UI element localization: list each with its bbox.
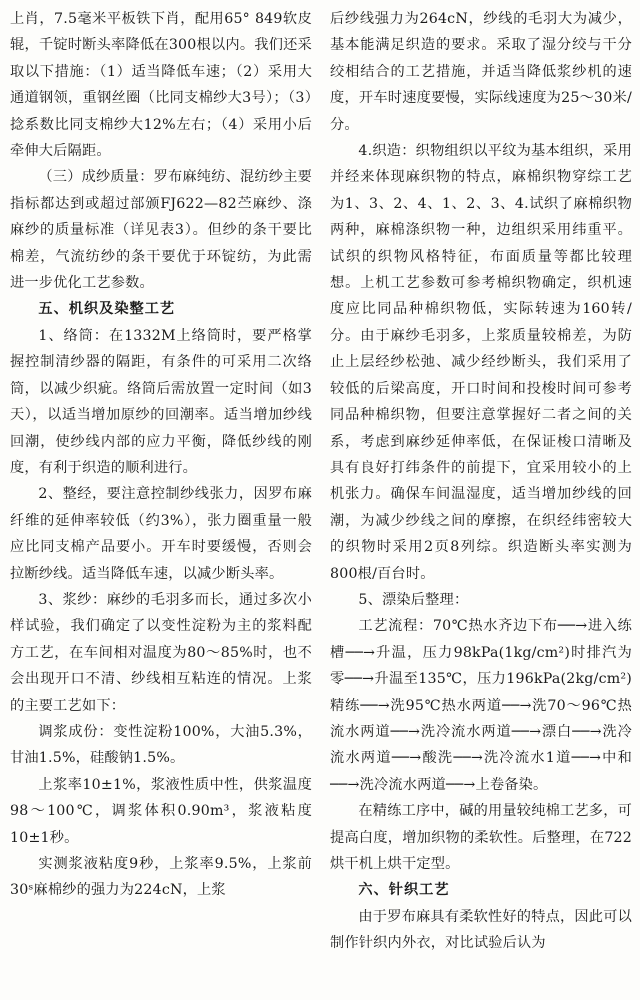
section-heading-knitting: 六、针织工艺 <box>358 882 450 899</box>
paragraph-size-composition: 调浆成份：变性淀粉100%，大油5.3%，甘油1.5%，硅酸钠1.5%。 <box>10 723 312 767</box>
paragraph-warping: 2、整经，要注意控制纱线张力，因罗布麻纤维的延伸率较低（约3%），张力圈重量一般应比同支棉产品要小。开车时要缓慢，否则会拉断纱线。适当降低车速，以减少断头率。 <box>10 486 312 582</box>
right-column <box>330 6 632 1000</box>
paragraph-sizing: 3、浆纱：麻纱的毛羽多而长，通过多次小样试验，我们确定了以变性淀粉为主的浆料配方工艺，在车间相对温度为80～85%时，也不会出现开口不清、纱线相互粘连的情况。上浆的主要工艺如下： <box>10 591 312 714</box>
paragraph-knitting: 由于罗布麻具有柔软性好的特点，因此可以制作针织内外衣，对比试验后认为 <box>330 908 632 952</box>
section-heading-weaving-dyeing: 五、机织及染整工艺 <box>38 301 176 318</box>
paragraph-finishing-title: 5、漂染后整理： <box>358 591 469 608</box>
paragraph-yarn-quality: （三）成纱质量：罗布麻纯纺、混纺纱主要指标都达到或超过部颁FJ622—82苎麻纱、涤麻纱的质量标准（详见表3）。但纱的条干要比棉差，气流纺纱的条干要优于环锭纺，为此需进一步优化工艺参数。 <box>10 169 312 292</box>
paragraph-spinning-measures: 上肖，7.5毫米平板铁下肖，配用65° 849软皮辊，千锭时断头率降低在300根以内。我们还采取以下措施：（1）适当降低车速；（2）采用大通道钢领，重钢丝圈（比同支棉纱大3号）；（3）捻系数比同支棉纱大12%左右；（4）采用小后牵伸大后隔距。 <box>10 11 312 160</box>
paragraph-winding: 1、络筒：在1332M上络筒时，要严格掌握控制清纱器的隔距，有条件的可采用二次络筒，以减少织疵。络筒后需放置一定时间（如3天），以适当增加原纱的回潮率。适当增加纱线回潮，使纱线内部的应力平衡，降低纱线的刚度，有利于织造的顺利进行。 <box>10 327 312 476</box>
paragraph-scouring: 在精练工序中，碱的用量较纯棉工艺多，可提高白度，增加织物的柔软性。后整理，在722烘干机上烘干定型。 <box>330 803 632 872</box>
left-column <box>10 6 312 1000</box>
paragraph-process-flow: 工艺流程：70℃热水齐边下布──→进入练槽──→升温，压力98kPa(1kg/cm²)时排汽为零──→升温至135℃，压力196kPa(2kg/cm²)精练──→洗95℃热水两道──→洗70～96℃热流水两道──→洗冷流水两道──→漂白──→洗冷流水两道──→酸洗──→洗冷流水1道──→中和──→洗冷流水两道──→上卷备染。 <box>330 618 632 793</box>
paragraph-measured-results: 实测浆液粘度9秒，上浆率9.5%，上浆前30ˢ麻棉纱的强力为224cN，上浆 <box>10 856 312 899</box>
paragraph-weaving: 4.织造：织物组织以平纹为基本组织，采用并经来体现麻织物的特点，麻棉织物穿综工艺为1、3、2、4、1、2、3、4.试织了麻棉织物两种，麻棉涤织物一种，边组织采用纬重平。试织的织物风格特征，布面质量等都比较理想。上机工艺参数可参考棉织物确定，织机速度应比同品种棉织物低，实际转速为160转/分。由于麻纱毛羽多，上浆质量较棉差，为防止上层经纱松弛、减少经纱断头，我们采用了较低的后梁高度，开口时间和投梭时间可参考同品种棉织物，但要注意掌握好二者之间的关系，考虑到麻纱延伸率低，在保证梭口清晰及具有良好打纬条件的前提下，宜采用较小的上机张力。确保车间温湿度，适当增加纱线的回潮，为减少纱线之间的摩擦，在织经纬密较大的织物时采用2页8列综。织造断头率实测为800根/百台时。 <box>330 143 632 582</box>
paragraph-sizing-continued: 后纱线强力为264cN，纱线的毛羽大为减少，基本能满足织造的要求。采取了湿分绞与干分绞相结合的工艺措施，并适当降低浆纱机的速度，开车时速度要慢，实际线速度为25～30米/分。 <box>330 11 632 133</box>
paragraph-size-parameters: 上浆率10±1%，浆液性质中性，供浆温度98～100℃，调浆体积0.90m³，浆液粘度10±1秒。 <box>10 776 312 846</box>
